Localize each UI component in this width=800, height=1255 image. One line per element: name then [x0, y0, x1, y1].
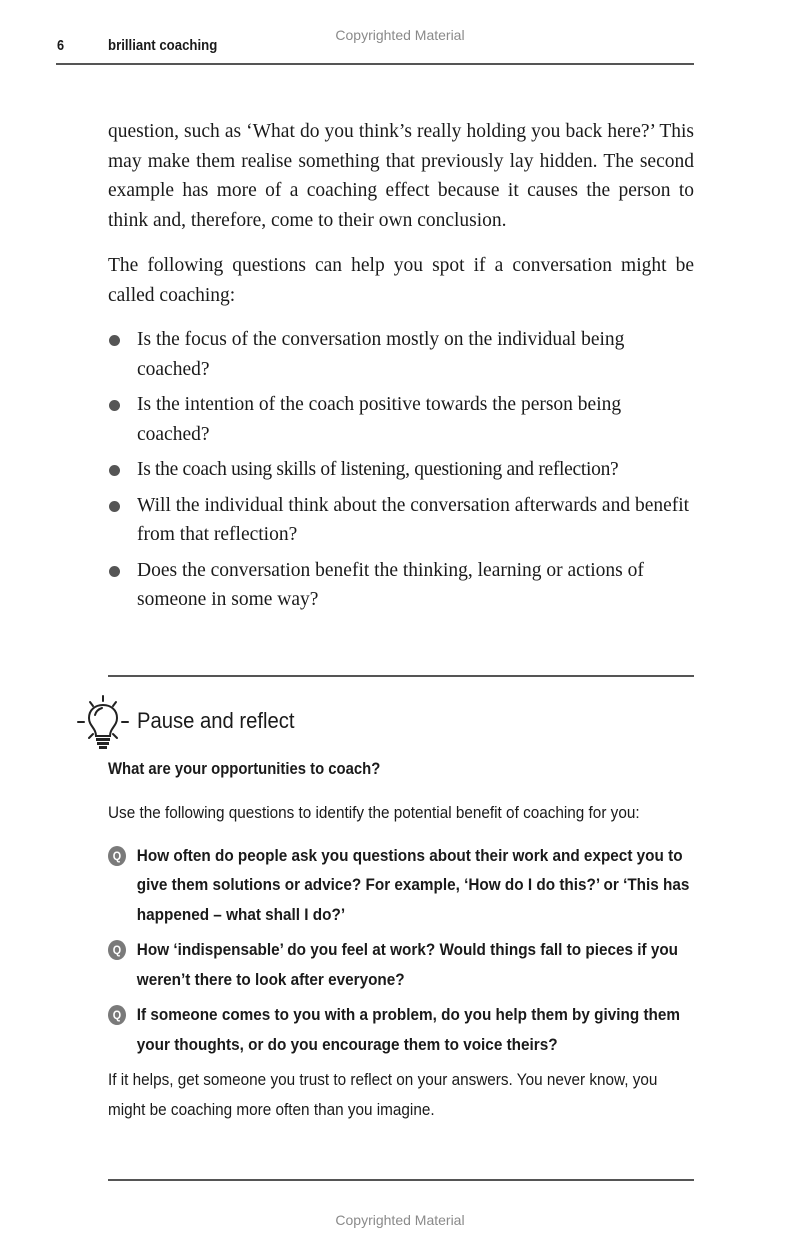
list-item-text: Does the conversation benefit the thinking, learning or actions of someone in some way? [137, 559, 644, 610]
list-item [108, 455, 694, 485]
list-item [108, 556, 694, 615]
pause-reflect-title: Pause and reflect [137, 708, 295, 733]
section-end-rule [108, 1179, 694, 1181]
body-text [108, 117, 694, 621]
question-item [108, 935, 693, 994]
list-item [108, 491, 694, 550]
lightbulb-icon [76, 694, 132, 750]
q-icon: Q [108, 846, 126, 866]
bullet-icon [109, 501, 120, 512]
question-text: How often do people ask you questions about their work and expect you to give them solutions or advice? For example, ‘How do I do this?’ or ‘This has happened – what shall I do?’ [136, 845, 690, 924]
list-item-text: Is the focus of the conversation mostly on the individual being coached? [137, 329, 625, 380]
header-rule [56, 63, 694, 65]
list-item [108, 390, 694, 449]
closing-text: If it helps, get someone you trust to reflect on your answers. You never know, you might be coaching more often than you imagine. [108, 1070, 658, 1119]
question-text: How ‘indispensable’ do you feel at work? Would things fall to pieces if you weren’t there to look after everyone? [136, 940, 679, 989]
pause-reflect-question: What are your opportunities to coach? [108, 760, 381, 778]
list-item [108, 325, 694, 384]
running-title: brilliant coaching [108, 37, 218, 54]
bullet-list [108, 325, 694, 615]
bullet-icon [109, 465, 120, 476]
pause-reflect-body [108, 798, 693, 1124]
list-item-text: Will the individual think about the conversation afterwards and benefit from that reflection? [137, 494, 690, 545]
question-text: If someone comes to you with a problem, do you help them by giving them your thoughts, or do you encourage them to voice theirs? [136, 1005, 681, 1054]
q-icon: Q [108, 940, 126, 960]
bullet-icon [109, 400, 120, 411]
question-item [108, 1000, 693, 1059]
q-icon: Q [108, 1005, 126, 1025]
page-number: 6 [57, 37, 65, 54]
watermark-top: Copyrighted Material [335, 27, 465, 43]
section-rule [108, 675, 694, 677]
question-item [108, 841, 693, 930]
question-list [108, 841, 693, 1060]
paragraph: question, such as ‘What do you think’s really holding you back here?’ This may make them realise something that previously lay hidden. The second example has more of a coaching effect because it causes the person to think and, therefore, come to their own conclusion. [108, 121, 694, 231]
watermark-bottom: Copyrighted Material [335, 1212, 465, 1228]
bullet-icon [109, 566, 120, 577]
paragraph: The following questions can help you spot if a conversation might be called coaching: [108, 255, 694, 306]
list-item-text: Is the coach using skills of listening, questioning and reflection? [137, 459, 619, 480]
intro-text: Use the following questions to identify the potential benefit of coaching for you: [108, 803, 640, 822]
bullet-icon [109, 335, 120, 346]
list-item-text: Is the intention of the coach positive towards the person being coached? [137, 394, 622, 445]
